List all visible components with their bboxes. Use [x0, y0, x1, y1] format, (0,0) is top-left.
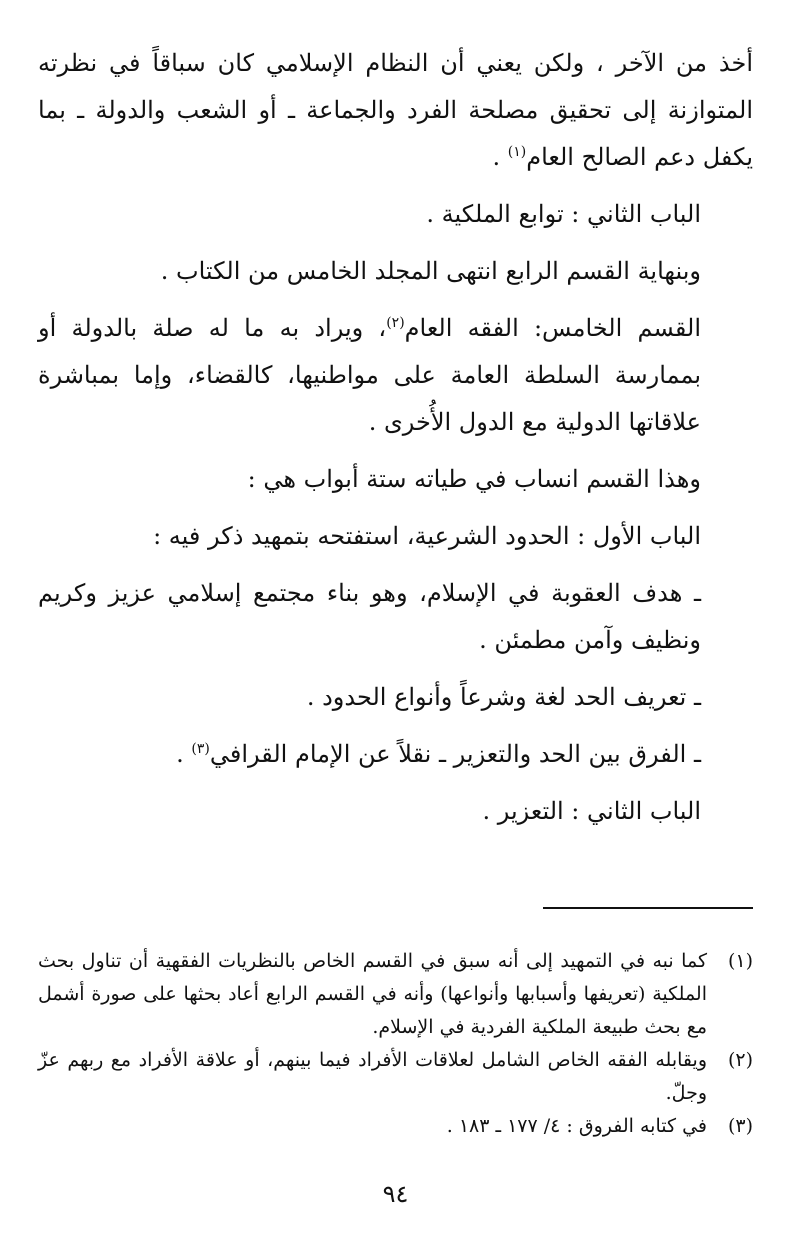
paragraph-tail: ، ويراد به ما له صلة بالدولة أو بممارسة السلطة العامة على مواطنيها، كالقضاء، وإما بمباشرة علاقاتها الدولية مع الدول الأُخرى . [38, 314, 701, 436]
chapter-heading-tazir [38, 788, 753, 835]
bullet-punishment-goal [38, 570, 753, 664]
footnote-ref[interactable]: (١) [507, 144, 527, 160]
six-chapters-intro [38, 456, 753, 503]
footnote-ref[interactable]: (٣) [191, 741, 210, 757]
footnote-text: في كتابه الفروق : ٤/ ١٧٧ ـ ١٨٣ . [446, 1115, 707, 1137]
paragraph-continuation [38, 40, 753, 181]
bullet-hadd-tazir-difference [38, 731, 753, 778]
footnote-number: (٢) [727, 1049, 753, 1071]
footnote-number: (٣) [727, 1115, 753, 1137]
main-text [38, 40, 753, 845]
footnote-item [38, 945, 753, 1044]
bullet-hadd-definition [38, 674, 753, 721]
paragraph-text: ـ هدف العقوبة في الإسلام، وهو بناء مجتمع إسلامي عزيز وكريم ونظيف وآمن مطمئن . [38, 579, 701, 654]
paragraph-text: ـ الفرق بين الحد والتعزير ـ نقلاً عن الإمام القرافي [209, 740, 701, 768]
footnote-divider [543, 907, 753, 909]
chapter-heading-1 [38, 513, 753, 560]
footnote-item [38, 1044, 753, 1110]
paragraph-text: الباب الأول : الحدود الشرعية، استفتحه بتمهيد ذكر فيه : [153, 522, 701, 550]
paragraph-text: الباب الثاني : التعزير . [482, 797, 701, 825]
paragraph-text: ـ تعريف الحد لغة وشرعاً وأنواع الحدود . [306, 683, 701, 711]
footnotes [38, 945, 753, 1143]
paragraph-tail: . [176, 740, 192, 768]
volume-end-note [38, 248, 753, 295]
chapter-heading-2 [38, 191, 753, 238]
paragraph-text: الباب الثاني : توابع الملكية . [426, 200, 701, 228]
paragraph-text: وبنهاية القسم الرابع انتهى المجلد الخامس من الكتاب . [160, 257, 701, 285]
footnote-number: (١) [727, 950, 753, 972]
footnote-text: ويقابله الفقه الخاص الشامل لعلاقات الأفراد فيما بينهم، أو علاقة الأفراد مع ربهم عزّ وجلّ. [38, 1049, 707, 1104]
page-number: ٩٤ [382, 1180, 409, 1208]
paragraph-text: أخذ من الآخر ، ولكن يعني أن النظام الإسلامي كان سباقاً في نظرته المتوازنة إلى تحقيق مصلحة الفرد والجماعة ـ أو الشعب والدولة ـ بما يكفل دعم الصالح العام [38, 49, 753, 171]
footnote-ref[interactable]: (٢) [386, 315, 405, 331]
section-five-paragraph [38, 305, 753, 446]
footnote-text: كما نبه في التمهيد إلى أنه سبق في القسم الخاص بالنظريات الفقهية أن تناول بحث الملكية (تعريفها وأسبابها وأنواعها) وأنه في القسم الرابع أعاد بحثها على صورة أشمل مع بحث طبيعة الملكية الفردية في الإسلام. [38, 950, 707, 1038]
paragraph-text: القسم الخامس: الفقه العام [404, 314, 702, 342]
paragraph-tail: . [492, 143, 508, 171]
paragraph-text: وهذا القسم انساب في طياته ستة أبواب هي : [247, 465, 701, 493]
footnote-item [38, 1110, 753, 1143]
